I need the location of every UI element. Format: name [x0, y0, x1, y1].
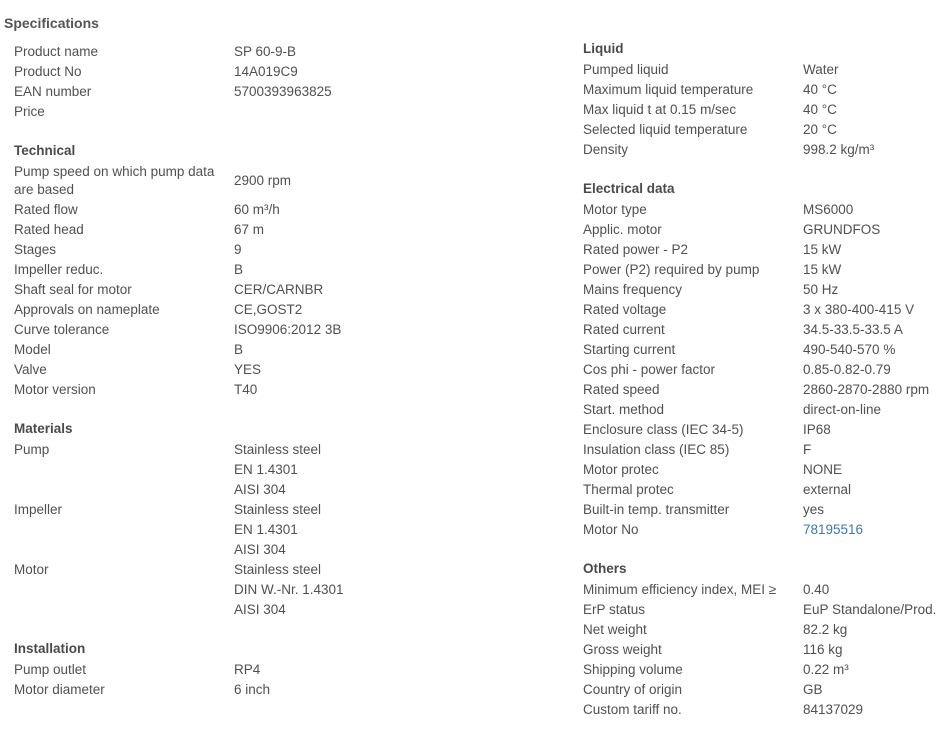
section-title-materials: Materials	[14, 421, 73, 436]
spec-label: Model	[14, 342, 51, 357]
spec-label: Motor diameter	[14, 682, 105, 697]
spec-label: Rated voltage	[583, 302, 667, 317]
spec-value: 0.40	[803, 582, 830, 597]
spec-label: Shaft seal for motor	[14, 282, 132, 297]
spec-value: 82.2 kg	[803, 622, 848, 637]
spec-label: EAN number	[14, 84, 92, 99]
spec-label: Density	[583, 142, 629, 157]
section-title-installation: Installation	[14, 641, 86, 656]
spec-value: yes	[803, 502, 825, 517]
spec-value: external	[803, 482, 852, 497]
spec-value: 9	[234, 242, 242, 257]
page-title: Specifications	[4, 15, 99, 31]
spec-value: Stainless steel	[234, 562, 322, 577]
spec-value: 84137029	[803, 702, 864, 717]
spec-label: Impeller	[14, 502, 63, 517]
spec-label: Valve	[14, 362, 47, 377]
spec-value: GB	[803, 682, 823, 697]
spec-label: Custom tariff no.	[583, 702, 682, 717]
spec-value: MS6000	[803, 202, 854, 217]
section-title-electrical-data: Electrical data	[583, 181, 675, 196]
spec-value: 15 kW	[803, 242, 842, 257]
spec-value: T40	[234, 382, 258, 397]
spec-value: EN 1.4301	[234, 522, 298, 537]
spec-label: Insulation class (IEC 85)	[583, 442, 730, 457]
spec-label: Rated power - P2	[583, 242, 689, 257]
spec-value: AISI 304	[234, 542, 286, 557]
spec-value: DIN W.-Nr. 1.4301	[234, 582, 344, 597]
spec-value: 50 Hz	[803, 282, 839, 297]
spec-value: 0.22 m³	[803, 662, 849, 677]
spec-value: 20 °C	[803, 122, 837, 137]
spec-label: Product name	[14, 44, 99, 59]
spec-label: ErP status	[583, 602, 646, 617]
section-title-technical: Technical	[14, 143, 76, 158]
spec-value: Stainless steel	[234, 502, 322, 517]
spec-value: 5700393963825	[234, 84, 332, 99]
spec-label: Country of origin	[583, 682, 683, 697]
spec-label: Price	[14, 104, 45, 119]
spec-value: 40 °C	[803, 102, 837, 117]
spec-value: 0.85-0.82-0.79	[803, 362, 891, 377]
spec-label: Curve tolerance	[14, 322, 110, 337]
spec-label: Pump	[14, 442, 50, 457]
spec-value: 67 m	[234, 222, 265, 237]
spec-label: Motor protec	[583, 462, 659, 477]
spec-value: AISI 304	[234, 602, 286, 617]
spec-value: NONE	[803, 462, 843, 477]
spec-value: 998.2 kg/m³	[803, 142, 875, 157]
spec-value: 490-540-570 %	[803, 342, 896, 357]
spec-label: Motor No	[583, 522, 639, 537]
spec-value: B	[234, 262, 244, 277]
spec-value: Water	[803, 62, 839, 77]
spec-value: 40 °C	[803, 82, 837, 97]
spec-value: B	[234, 342, 244, 357]
spec-value: YES	[234, 362, 262, 377]
spec-label: Built-in temp. transmitter	[583, 502, 730, 517]
spec-value: EuP Standalone/Prod.	[803, 602, 937, 617]
spec-label: Rated current	[583, 322, 665, 337]
spec-value: 2860-2870-2880 rpm	[803, 382, 930, 397]
spec-label: Starting current	[583, 342, 676, 357]
spec-label: Motor	[14, 562, 49, 577]
spec-value: EN 1.4301	[234, 462, 298, 477]
spec-label: Selected liquid temperature	[583, 122, 748, 137]
spec-label: Power (P2) required by pump	[583, 262, 760, 277]
spec-value: Stainless steel	[234, 442, 322, 457]
spec-value: SP 60-9-B	[234, 44, 297, 59]
spec-label: Motor type	[583, 202, 647, 217]
spec-label: Rated head	[14, 222, 84, 237]
spec-value: RP4	[234, 662, 261, 677]
spec-label: Stages	[14, 242, 57, 257]
motor-no-link[interactable]: 78195516	[803, 522, 864, 537]
spec-label: Applic. motor	[583, 222, 662, 237]
spec-label: Approvals on nameplate	[14, 302, 160, 317]
spec-value: CER/CARNBR	[234, 282, 324, 297]
spec-value: 6 inch	[234, 682, 271, 697]
spec-value: CE,GOST2	[234, 302, 303, 317]
spec-label: Rated speed	[583, 382, 660, 397]
spec-label: Rated flow	[14, 202, 78, 217]
section-title-others: Others	[583, 561, 627, 576]
spec-label: Impeller reduc.	[14, 262, 104, 277]
section-title-liquid: Liquid	[583, 41, 624, 56]
spec-label: Thermal protec	[583, 482, 674, 497]
spec-value: 34.5-33.5-33.5 A	[803, 322, 903, 337]
spec-label: Start. method	[583, 402, 665, 417]
spec-value: 60 m³/h	[234, 202, 280, 217]
spec-label: Pumped liquid	[583, 62, 669, 77]
spec-value: AISI 304	[234, 482, 286, 497]
spec-label: Maximum liquid temperature	[583, 82, 754, 97]
spec-value: 15 kW	[803, 262, 842, 277]
spec-value: 2900 rpm	[234, 173, 292, 188]
spec-value: F	[803, 442, 812, 457]
spec-label: Pump outlet	[14, 662, 87, 677]
spec-value: GRUNDFOS	[803, 222, 881, 237]
spec-value: 3 x 380-400-415 V	[803, 302, 915, 317]
spec-label: Cos phi - power factor	[583, 362, 716, 377]
spec-label: Shipping volume	[583, 662, 683, 677]
spec-label: Minimum efficiency index, MEI ≥	[583, 582, 777, 597]
spec-label: Enclosure class (IEC 34-5)	[583, 422, 744, 437]
spec-value: 14A019C9	[234, 64, 298, 79]
spec-value: IP68	[803, 422, 831, 437]
spec-value: direct-on-line	[803, 402, 882, 417]
spec-label: Motor version	[14, 382, 96, 397]
spec-label: Pump speed on which pump data are based	[14, 164, 215, 197]
spec-label: Mains frequency	[583, 282, 683, 297]
spec-label: Net weight	[583, 622, 647, 637]
spec-label: Product No	[14, 64, 82, 79]
spec-value: ISO9906:2012 3B	[234, 322, 342, 337]
spec-value: 116 kg	[803, 642, 843, 657]
spec-label: Gross weight	[583, 642, 662, 657]
spec-label: Max liquid t at 0.15 m/sec	[583, 102, 737, 117]
